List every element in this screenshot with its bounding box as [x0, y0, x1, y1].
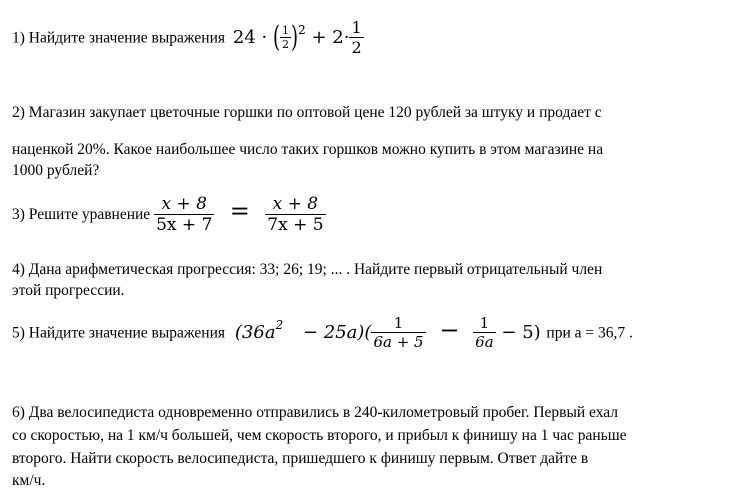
left-fraction: $\frac{x + 8}{5x + 7}$	[156, 194, 213, 235]
problem-6-line-3: второго. Найти скорость велосипедиста, пришедшего к финишу первым. Ответ дайте в	[12, 450, 589, 467]
problem-5	[12, 314, 633, 351]
right-fraction: $\frac{x + 8}{7x + 5}$	[267, 194, 324, 235]
equals-sign: =	[229, 197, 250, 225]
problem-1	[12, 18, 364, 57]
problem-2-line-1: 2) Магазин закупает цветочные горшки по оптовой цене 120 рублей за штуку и продает с	[12, 104, 602, 121]
problem-5-suffix: при a = 36,7 .	[546, 324, 633, 342]
problem-6-line-4: км/ч.	[12, 472, 46, 489]
fraction-1: $\frac{1}{6a + 5}$	[373, 314, 424, 351]
right-paren: )	[291, 20, 299, 55]
problem-3-equation	[154, 194, 325, 235]
exponent: 2	[275, 317, 284, 332]
problem-5-text: 5) Найдите значение выражения	[12, 324, 226, 342]
fraction-half: $\frac{1}{2}$	[282, 24, 290, 51]
minus-sign: −	[439, 315, 460, 344]
problem-1-expression	[232, 18, 364, 57]
fraction-half: $\frac{1}{2}$	[351, 18, 362, 57]
dot-operator: ·	[343, 26, 350, 48]
problem-3-text: 3) Решите уравнение	[12, 206, 151, 223]
problem-1-text: 1) Найдите значение выражения	[12, 29, 226, 47]
problem-4-line-2: этой прогрессии.	[12, 282, 125, 299]
problem-6-line-1: 6) Два велосипедиста одновременно отправились в 240-километровый пробег. Первый ехал	[12, 404, 619, 421]
exponent: 2	[298, 22, 306, 37]
problem-2-line-2: наценкой 20%. Какое наибольшее число таких горшков можно купить в этом магазине на	[12, 141, 604, 158]
plus-operator: +	[311, 26, 327, 48]
problem-4-line-1: 4) Дана арифметическая прогрессия: 33; 26; 19; ... . Найдите первый отрицательный член	[12, 261, 603, 278]
fraction-2: $\frac{1}{6a}$	[475, 314, 494, 351]
number: 24	[232, 26, 256, 48]
dot-operator: ·	[261, 26, 268, 48]
number: 2	[332, 26, 344, 48]
problem-3	[12, 194, 326, 235]
problem-2-line-3: 1000 рублей?	[12, 162, 100, 179]
left-paren: (	[273, 20, 281, 55]
problem-5-expression: $(36a^2 - 25a)$( $\frac{1}{6a + 5}$ − $\frac{1}{6a}$ − 5)	[234, 314, 541, 351]
problem-6-line-2: со скоростью, на 1 км/ч большей, чем скорость второго, и прибыл к финишу на 1 час раньше	[12, 427, 627, 444]
